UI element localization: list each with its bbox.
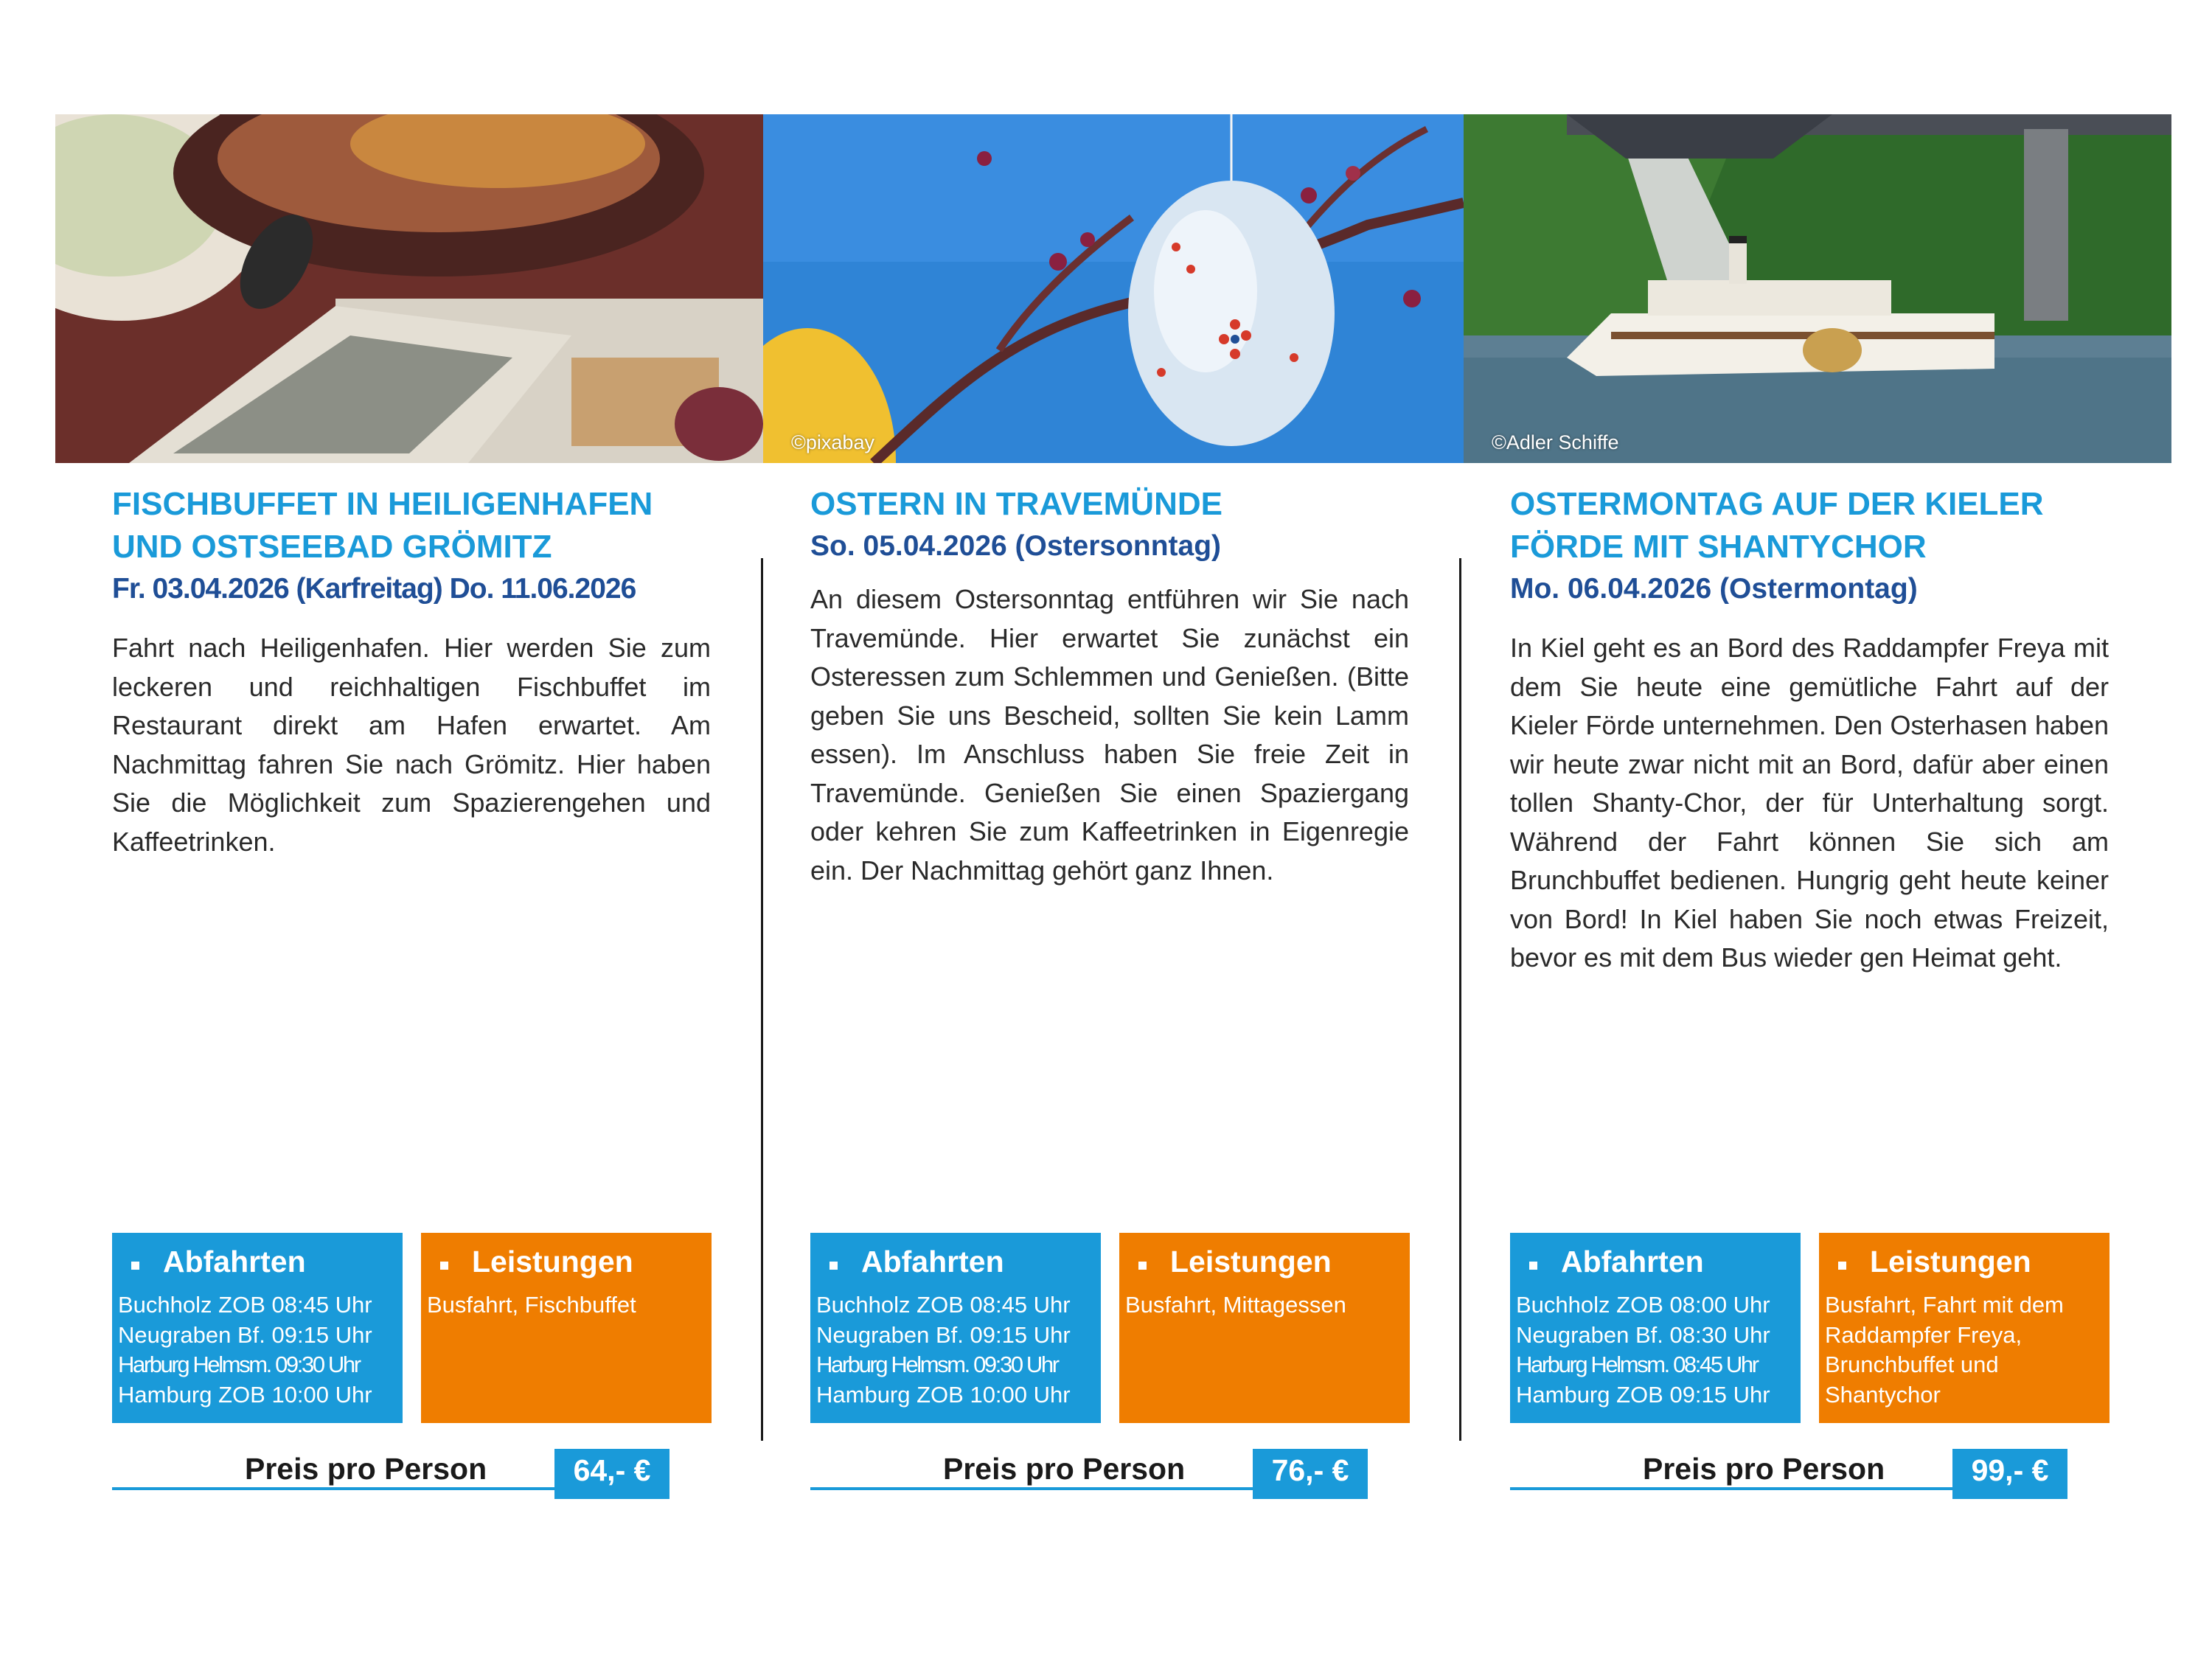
services-box [1819,1233,2110,1423]
trip-title: OSTERMONTAG AUF DER KIELER FÖRDE MIT SHANTYCHOR [1510,486,2044,565]
price-underline [112,1487,554,1490]
bullet-icon [830,1262,838,1270]
price-underline [810,1487,1253,1490]
column-divider [1459,558,1461,1441]
bullet-icon [440,1262,448,1270]
price-label: Preis pro Person [1643,1452,1885,1486]
price-value: 99,- € [1952,1449,2067,1499]
price-row [810,1449,1368,1499]
departure-item: Harburg Helmsm. 09:30 Uhr [118,1352,360,1377]
departure-item: Harburg Helmsm. 09:30 Uhr [816,1352,1058,1377]
price-label: Preis pro Person [245,1452,487,1486]
departure-item: Hamburg ZOB 10:00 Uhr [118,1381,372,1408]
trip-description: In Kiel geht es an Bord des Raddampfer Freya mit dem Sie heute eine gemütliche Fahrt auf der Kieler Förde unternehmen. Den Osterhasen haben wir heute zwar nicht mit an Bord, dafür aber einen tollen Shanty-Chor, der für Unterhaltung sorgt. Während der Fahrt können Sie sich am Brunchbuffet bedienen. Hungrig geht heute keiner von Bord! In Kiel haben Sie noch etwas Freizeit, bevor es mit dem Bus wieder gen Heimat geht. [1510,633,2109,973]
trip-date: Fr. 03.04.2026 (Karfreitag) Do. 11.06.2026 [112,573,636,605]
departure-item: Neugraben Bf. 09:15 Uhr [118,1321,372,1348]
services-heading: Leistungen [1870,1245,2031,1279]
fish-buffet-photo [55,114,763,463]
price-row [112,1449,669,1499]
trip-description: Fahrt nach Heiligenhafen. Hier werden Sie zum leckeren und reichhaltigen Fischbuffet im Restaurant direkt am Hafen erwartet. Am Nachmittag fahren Sie nach Grömitz. Hier haben Sie die Möglichkeit zum Spazierengehen und Kaffeetrinken. [112,633,711,857]
departures-heading: Abfahrten [163,1245,306,1279]
trip-date: Mo. 06.04.2026 (Ostermontag) [1510,573,1918,605]
service-item: Busfahrt, Mittagessen [1125,1292,1346,1318]
easter-egg-photo [763,114,1464,463]
departures-box [112,1233,403,1423]
departure-item: Buchholz ZOB 08:45 Uhr [118,1292,372,1318]
trip-title: FISCHBUFFET IN HEILIGENHAFEN UND OSTSEEBAD GRÖMITZ [112,486,653,565]
departures-heading: Abfahrten [861,1245,1004,1279]
bullet-icon [1529,1262,1537,1270]
service-item: Shantychor [1825,1381,1941,1408]
departure-item: Buchholz ZOB 08:00 Uhr [1516,1292,1770,1318]
departure-item: Buchholz ZOB 08:45 Uhr [816,1292,1071,1318]
departure-item: Hamburg ZOB 10:00 Uhr [816,1381,1071,1408]
trip-card [810,483,1409,890]
image-credit: ©Adler Schiffe [1492,431,1619,453]
departures-heading: Abfahrten [1561,1245,1704,1279]
services-heading: Leistungen [472,1245,633,1279]
trip-date: So. 05.04.2026 (Ostersonntag) [810,530,1222,562]
bullet-icon [131,1262,139,1270]
price-label: Preis pro Person [943,1452,1186,1486]
departure-item: Neugraben Bf. 08:30 Uhr [1516,1321,1770,1348]
image-credit: ©pixabay [791,431,874,453]
services-box [421,1233,712,1423]
price-row [1510,1449,2067,1499]
trip-title: OSTERN IN TRAVEMÜNDE [810,486,1222,522]
trip-card [1510,483,2109,978]
paddle-steamer-photo [1464,114,2171,463]
departures-box [1510,1233,1801,1423]
column-divider [761,558,763,1441]
trip-card [112,483,724,861]
bullet-icon [1138,1262,1147,1270]
service-item: Brunchbuffet und [1825,1352,1999,1377]
price-underline [1510,1487,1952,1490]
service-item: Raddampfer Freya, [1825,1321,2023,1348]
departure-item: Harburg Helmsm. 08:45 Uhr [1516,1352,1758,1377]
price-value: 64,- € [554,1449,669,1499]
services-box [1119,1233,1410,1423]
service-item: Busfahrt, Fahrt mit dem [1825,1292,2064,1318]
bullet-icon [1838,1262,1846,1270]
departure-item: Hamburg ZOB 09:15 Uhr [1516,1381,1770,1408]
departure-item: Neugraben Bf. 09:15 Uhr [816,1321,1071,1348]
departures-box [810,1233,1101,1423]
service-item: Busfahrt, Fischbuffet [427,1292,636,1318]
services-heading: Leistungen [1170,1245,1332,1279]
trip-description: An diesem Ostersonntag entführen wir Sie nach Travemünde. Hier erwartet Sie zunächst ein Osteressen zum Schlemmen und Genießen. (Bitte geben Sie uns Bescheid, sollten Sie kein Lamm essen). Im Anschluss haben Sie freie Zeit in Travemünde. Genießen Sie einen Spaziergang oder kehren Sie zum Kaffeetrinken in Eigenregie ein. Der Nachmittag gehört ganz Ihnen. [810,584,1409,886]
price-value: 76,- € [1253,1449,1368,1499]
